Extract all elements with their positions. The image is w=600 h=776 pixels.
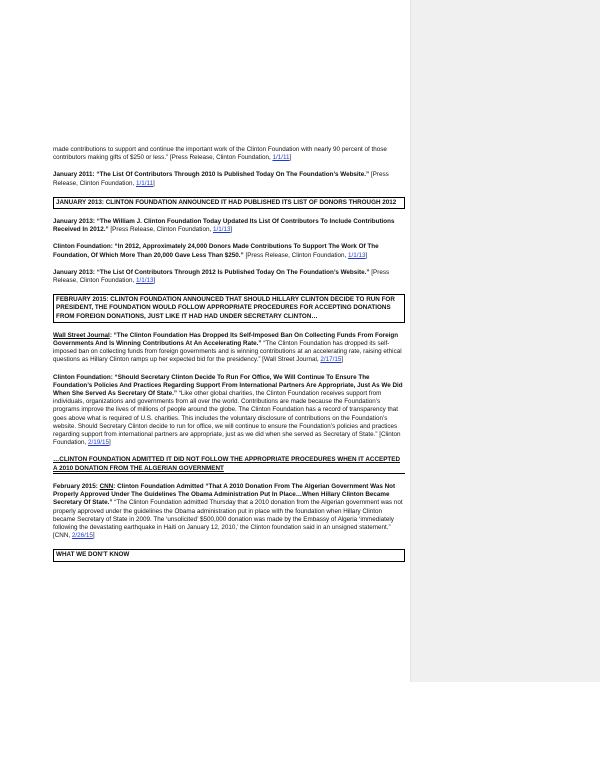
paragraph [53, 374, 405, 448]
paragraph-lead: January 2013: “The List Of Contributors Through 2012 Is Published Today On The Foundation’s Website.” [53, 268, 370, 276]
paragraph-text: [Press Release, Clinton Foundation, [243, 251, 349, 259]
citation-link[interactable]: 1/1/13 [348, 251, 366, 259]
source-name: Wall Street Journal [53, 331, 110, 339]
paragraph [53, 171, 405, 187]
citation-link[interactable]: 1/1/13 [212, 226, 231, 234]
paragraph-lead: : Clinton Foundation Admitted “That A 2010 Donation From The Algerian Government Was Not Properly Approved Under The Guidelines The Obama Administration Put In Place…When Hillary Clinton Became Secretary Of State.” [53, 482, 396, 507]
paragraph-end: ] [92, 532, 95, 540]
section-heading: FEBRUARY 2015: CLINTON FOUNDATION ANNOUNCED THAT SHOULD HILLARY CLINTON DECIDE TO RUN FOR PRESIDENT, THE FOUNDATION WOULD FOLLOW APPROPRIATE PROCEDURES FOR ACCEPTING DONATIONS FROM FOREIGN DONATIONS, JUST LIKE IT HAD HAD UNDER SECRETARY CLINTON… [53, 294, 405, 323]
paragraph-text: “The Clinton Foundation admitted Thursday that a 2010 donation from the Algerian government was not properly approved under the guidelines the Obama administration put in place with the foundation when Hillary Clinton became Secretary of State in 2009. The ‘unsolicited’ $500,000 donation was made by the Embassy of Algeria ‘immediately following the devastating earthquake in Haiti on January 12, 2010,’ the Clinton foundation said in an unsigned statement.” [CNN, [53, 499, 403, 540]
paragraph [53, 243, 405, 259]
paragraph-end: ] [365, 251, 368, 259]
paragraph-lead: January 2011: “The List Of Contributors Through 2010 Is Published Today On The Foundation’s Website.” [53, 171, 370, 179]
citation-link[interactable]: 1/1/11 [272, 154, 290, 162]
paragraph-end: ] [109, 439, 111, 447]
paragraph-lead: Clinton Foundation: “In 2012, Approximately 24,000 Donors Made Contributions To Support The Work Of The Foundation, Of Which More Than 20,000 Gave Less Than $250.” [53, 243, 379, 259]
paragraph [53, 146, 405, 162]
paragraph [53, 332, 405, 365]
paragraph-end: ] [289, 154, 292, 162]
paragraph-end: ] [230, 226, 233, 234]
paragraph-text: “The Clinton Foundation has dropped its self-imposed ban on collecting funds from foreign governments and is winning contributions at an accelerating rate, raising ethical questions as Hillary Clinton ramps up her expected bid for the presidency.” [Wall Street Journal, [53, 340, 402, 364]
source-name: CNN [99, 482, 114, 490]
paragraph-text: made contributions to support and continue the important work of the Clinton Foundation with nearly 90 percent of those contributors making gifts of $250 or less.” [Press Release, Clinton Foundation, [53, 146, 387, 162]
citation-link[interactable]: 1/1/13 [135, 277, 154, 285]
paragraph [53, 218, 405, 234]
section-heading: WHAT WE DON’T KNOW [53, 549, 405, 561]
paragraph-end: ] [341, 356, 344, 364]
paragraph-lead: Clinton Foundation: “Should Secretary Clinton Decide To Run For Office, We Will Continue To Ensure The Foundation’s Policies And Practices Regarding Support From International Partners Are Appropriate, Just As We Did When She Served As Secretary Of State.” [53, 373, 403, 398]
paragraph-lead: January 2013: “The William J. Clinton Foundation Today Updated Its List Of Contributors To Include Contributions Received In 2012.” [53, 218, 395, 234]
paragraph-lead: : “The Clinton Foundation Has Dropped Its Self-Imposed Ban On Collecting Funds From Foreign Governments And Is Winning Contributions At An Accelerating Rate.” [53, 331, 399, 348]
section-heading: JANUARY 2013: CLINTON FOUNDATION ANNOUNCED IT HAD PUBLISHED ITS LIST OF DONORS THROUGH 2012 [53, 197, 405, 209]
citation-link[interactable]: 2/26/15 [71, 532, 93, 540]
citation-link[interactable]: 1/1/11 [135, 179, 154, 187]
section-heading: …CLINTON FOUNDATION ADMITTED IT DID NOT FOLLOW THE APPROPRIATE PROCEDURES WHEN IT ACCEPTED A 2010 DONATION FROM THE ALGERIAN GOVERNMENT [53, 456, 405, 473]
paragraph-end: ] [153, 277, 156, 285]
document-body [53, 146, 405, 571]
citation-link[interactable]: 2/19/15 [88, 439, 110, 447]
paragraph [53, 269, 405, 285]
paragraph-end: ] [153, 179, 155, 187]
comment-pane [410, 0, 600, 682]
paragraph-prefix: February 2015: [53, 482, 100, 490]
paragraph-text: [Press Release, Clinton Foundation, [108, 226, 213, 234]
paragraph-text: [Press Release, Clinton Foundation, [53, 268, 390, 285]
paragraph [53, 483, 405, 540]
citation-link[interactable]: 2/17/15 [320, 356, 342, 364]
paragraph-text: [Press Release, Clinton Foundation, [53, 171, 389, 187]
comment-pane-end [410, 682, 600, 776]
paragraph-text: “Like other global charities, the Clinton Foundation receives support from individuals, organizations and governments from all over the world. Contributions are made because the Foundation’s programs improve the lives of millions of people around the globe. The Clinton Foundation has a record of transparency that goes above what is required of U.S. charities. This includes the voluntary disclosure of contributions on the Foundation’s website. Should Secretary Clinton decide to run for office, we will continue to ensure the Foundation’s policies and practices regarding support from international partners are appropriate, just as we did when she served as Secretary of State.” [Clinton Foundation, [53, 390, 401, 447]
